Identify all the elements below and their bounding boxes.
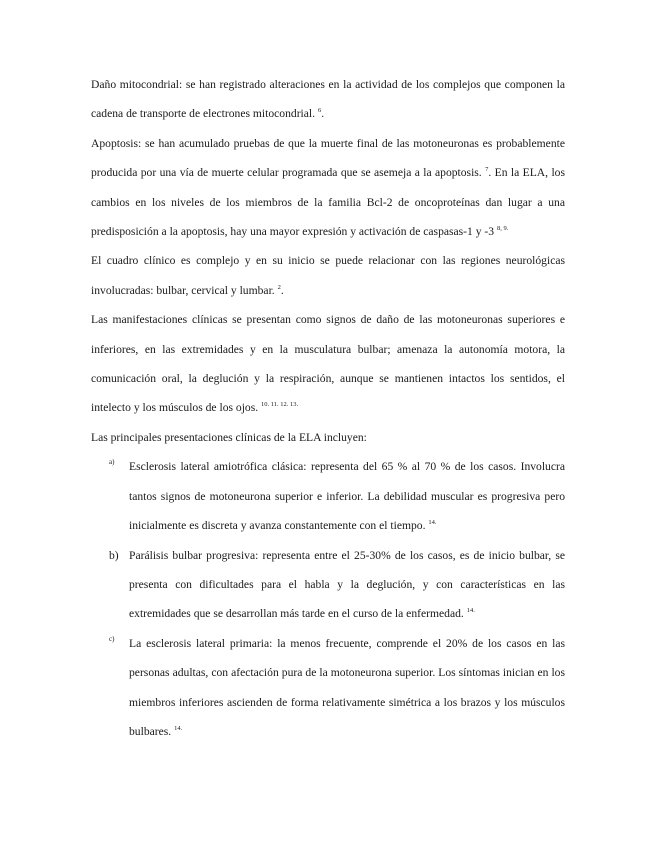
citation-14: 14. [174,724,183,732]
list-item [91,452,565,540]
citation-14: 14. [428,519,437,527]
paragraph-mitochondrial-damage [91,70,565,129]
paragraph-manifestations [91,305,565,423]
list-item [91,541,565,629]
list-marker: c) [109,634,115,643]
clinical-text: El cuadro clínico es complejo y en su inicio se puede relacionar con las regiones neurológicas involucradas: bulbar, cervical y lumbar. [91,254,565,297]
citation-10-13: 10. 11. 12. 13. [261,401,299,409]
clinical-end: . [280,283,284,297]
mito-text: Daño mitocondrial: se han registrado alteraciones en la actividad de los complejos que componen la cadena de transporte de electrones mitocondrial. [91,78,565,121]
document-page [91,70,565,746]
mito-end: . [321,107,325,121]
list-item-text: La esclerosis lateral primaria: la menos frecuente, comprende el 20% de los casos en las personas adultas, con afectación pura de la motoneurona superior. Los síntomas inician en los miembros inferiores ascienden de forma relativamente simétrica a los brazos y los músculos bulbares. [129,636,565,738]
citation-7: 7 [485,166,489,174]
paragraph-list-intro: Las principales presentaciones clínicas de la ELA incluyen: [91,430,367,444]
list-item-text: Esclerosis lateral amiotrófica clásica: representa del 65 % al 70 % de los casos. Involucra tantos signos de motoneurona superior e inferior. La debilidad muscular es progresiva pero inicialmente es discreta y avanza constantemente con el tiempo. [129,460,565,533]
manifestations-text: Las manifestaciones clínicas se presentan como signos de daño de las motoneuronas superiores e inferiores, en las extremidades y en la musculatura bulbar; amenaza la autonomía motora, la comunicación oral, la deglución y la respiración, aunque se mantienen intactos los sentidos, el intelecto y los músculos de los ojos. [91,313,565,415]
citation-8-9: 8, 9. [497,225,509,233]
presentations-list [91,452,565,746]
apoptosis-text-1: Apoptosis: se han acumulado pruebas de que la muerte final de las motoneuronas es probablemente producida por una vía de muerte celular programada que se asemeja a la apoptosis. [91,136,565,180]
citation-6: 6 [317,107,322,115]
citation-2: 2 [277,283,281,291]
apoptosis-text-2: . En la ELA, los cambios en los niveles de los miembros de la familia Bcl-2 de oncoproteínas dan lugar a una predisposición a la apoptosis, hay una mayor expresión y activación de caspasas-1 y -3 [91,166,565,239]
citation-14: 14. [466,607,475,615]
paragraph-apoptosis [91,129,565,247]
list-marker: a) [109,458,115,467]
list-item [91,629,565,747]
list-marker: b) [109,548,119,562]
paragraph-clinical-picture [91,246,565,305]
list-item-text: Parálisis bulbar progresiva: representa entre el 25-30% de los casos, es de inicio bulbar, se presenta con dificultades para el habla y la deglución, y con características en las extremidades que se desarrollan más tarde en el curso de la enfermedad. [129,548,565,621]
